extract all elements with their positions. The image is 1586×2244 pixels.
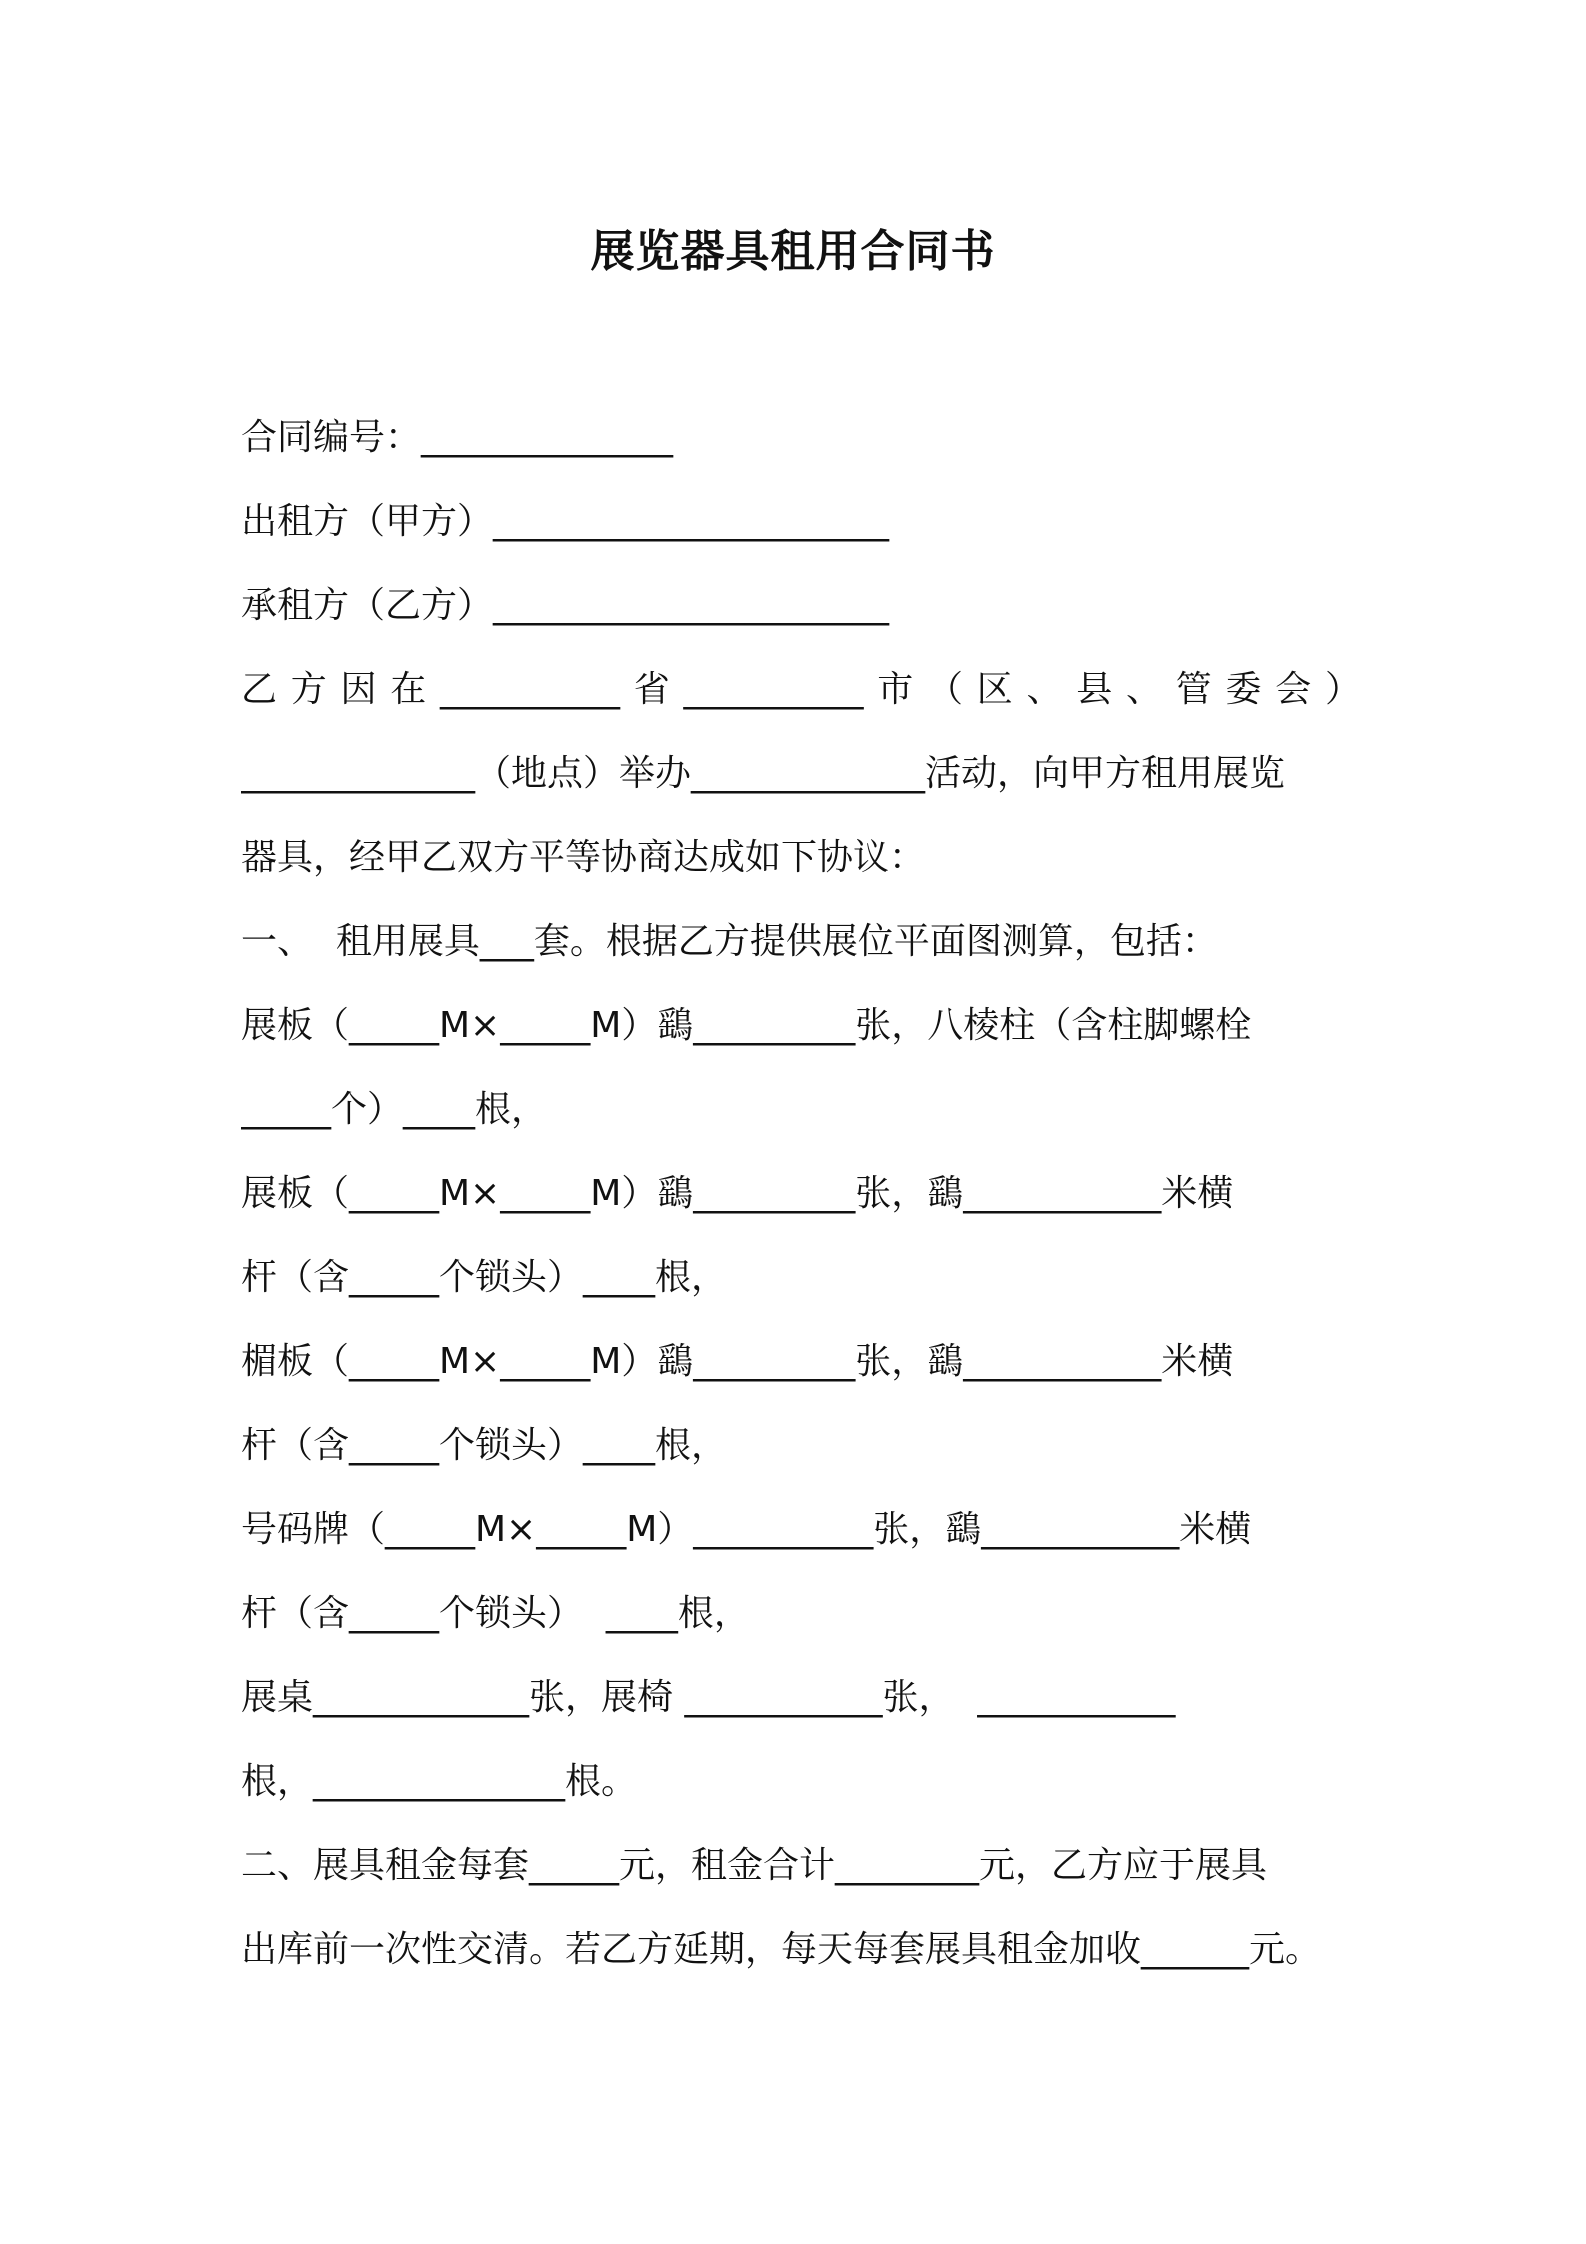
item-4-line-1: 号码牌（_____M×_____M）__________张，鷂___________米横 — [241, 1509, 1252, 1550]
location-part: 乙 — [241, 669, 278, 710]
location-part: 省 — [633, 669, 670, 710]
location-part: __________ — [683, 669, 864, 710]
location-part: ） — [1324, 669, 1361, 710]
location-part: 会 — [1275, 669, 1312, 710]
location-part: 管 — [1175, 669, 1212, 710]
item-5-line-1: 展桌____________张，展椅 ___________张， ___________ — [241, 1677, 1176, 1718]
contract-number-line: 合同编号：______________ — [241, 417, 674, 458]
clause-2-line-2: 出库前一次性交清。若乙方延期，每天每套展具租金加收______元。 — [241, 1929, 1322, 1970]
lessee-line: 承租方（乙方）______________________ — [241, 585, 890, 626]
location-part: 县 — [1076, 669, 1113, 710]
location-part: __________ — [440, 669, 620, 710]
item-2-line-1: 展板（_____M×_____M）鷂_________张，鷂___________米横 — [241, 1173, 1234, 1214]
item-3-line-2: 杆（含_____个锁头）____根， — [241, 1425, 728, 1466]
location-part: 因 — [340, 669, 377, 710]
item-1-line-2: _____个）____根， — [241, 1089, 548, 1130]
item-2-line-2: 杆（含_____个锁头）____根， — [241, 1257, 728, 1298]
location-line-3: 器具，经甲乙双方平等协商达成如下协议： — [241, 837, 926, 878]
item-4-line-2: 杆（含_____个锁头） ____根， — [241, 1593, 750, 1634]
clause-1-intro: 一、 租用展具___套。根据乙方提供展位平面图测算，包括： — [241, 921, 1218, 962]
location-part: 方 — [290, 669, 327, 710]
location-part: 委 — [1225, 669, 1262, 710]
location-part: 、 — [1125, 669, 1162, 710]
location-line — [241, 665, 1361, 715]
location-part: 在 — [390, 669, 427, 710]
location-part: 、 — [1026, 669, 1063, 710]
clause-2-line-1: 二、展具租金每套_____元，租金合计________元，乙方应于展具 — [241, 1845, 1268, 1886]
lessor-line: 出租方（甲方）______________________ — [241, 501, 890, 542]
location-part: 市 — [877, 669, 914, 710]
location-part: 区 — [976, 669, 1013, 710]
item-5-line-2: 根，______________根。 — [241, 1761, 638, 1802]
document-title: 展览器具租用合同书 — [590, 226, 996, 277]
location-line-2: _____________（地点）举办_____________活动，向甲方租用展览 — [241, 753, 1286, 794]
item-1-line-1: 展板（_____M×_____M）鷂_________张，八棱柱（含柱脚螺栓 — [241, 1005, 1252, 1046]
item-3-line-1: 楣板（_____M×_____M）鷂_________张，鷂___________米横 — [241, 1341, 1234, 1382]
location-part: （ — [926, 669, 963, 710]
